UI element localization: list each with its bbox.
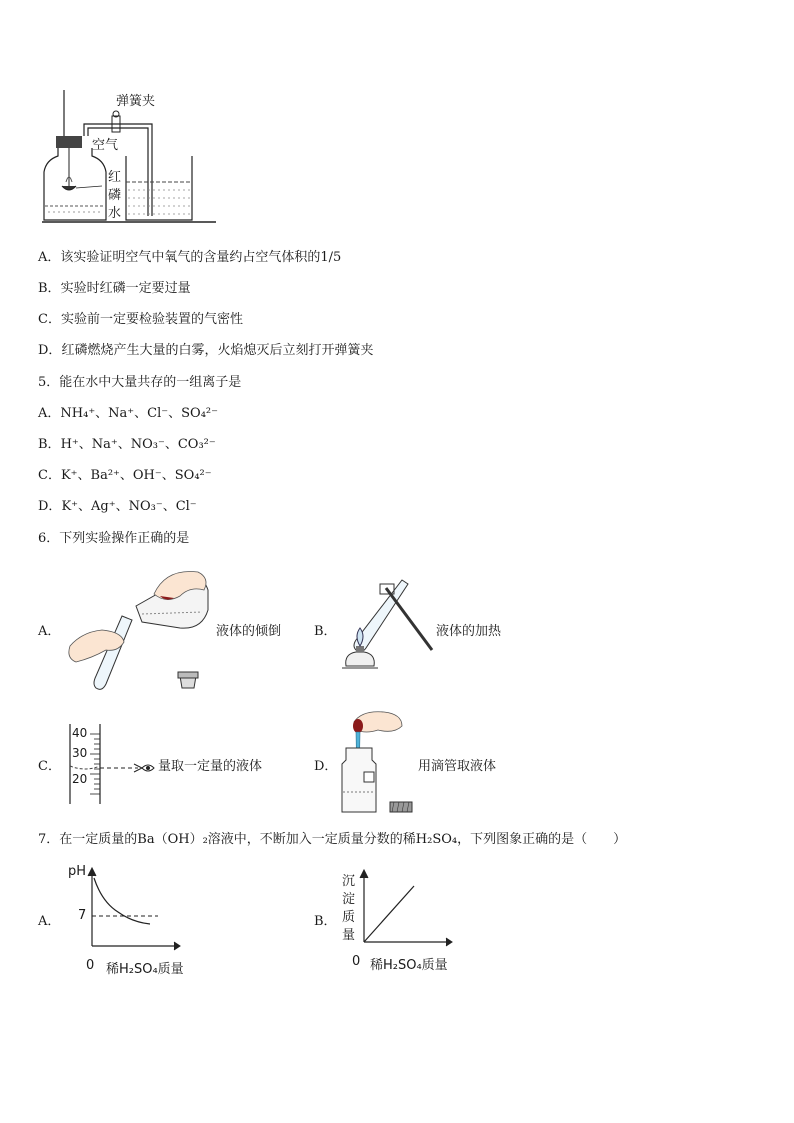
q5-stem: 5．能在水中大量共存的一组离子是 — [38, 375, 242, 390]
q4-option-b — [38, 281, 191, 297]
graph-b-xlabel: 稀H₂SO₄质量 — [370, 958, 448, 973]
option-letter: B． — [38, 281, 61, 296]
q6-stem: 6．下列实验操作正确的是 — [38, 531, 190, 546]
option-letter: C． — [38, 468, 61, 483]
tick-40: 40 — [72, 726, 88, 740]
label-red: 红 — [108, 170, 122, 185]
q7-graph-a — [62, 862, 186, 977]
graph-b-ylabel-1: 沉 — [342, 874, 356, 889]
q7-stem: 7．在一定质量的Ba（OH）₂溶液中，不断加入一定质量分数的稀H₂SO₄，下列图象正确的是（ ） — [38, 832, 627, 847]
q6-a-letter: A． — [38, 624, 61, 639]
graph-a-tick-7: 7 — [78, 908, 87, 923]
graph-b-ylabel-3: 质 — [342, 910, 356, 925]
q5-option-b — [38, 437, 216, 453]
graph-b-origin: 0 — [352, 954, 361, 969]
precipitate-line — [364, 886, 414, 942]
q7-a-letter: A． — [38, 914, 61, 929]
option-text: 该实验证明空气中氧气的含量约占空气体积的1/5 — [60, 250, 342, 265]
option-letter: B． — [38, 437, 61, 452]
q5-option-d — [38, 499, 197, 515]
label-water: 水 — [108, 206, 122, 221]
heating-illustration — [336, 574, 436, 680]
q6-b-caption: 液体的加热 — [436, 624, 502, 639]
x-axis-arrow — [446, 938, 452, 946]
option-letter: C． — [38, 312, 61, 327]
dropper-illustration — [338, 708, 418, 816]
option-text: 红磷燃烧产生大量的白雾，火焰熄灭后立刻打开弹簧夹 — [61, 343, 374, 358]
y-axis-arrow — [88, 868, 96, 876]
graph-a-xlabel: 稀H₂SO₄质量 — [106, 962, 184, 977]
graph-b-ylabel-4: 量 — [342, 928, 356, 943]
q6-a-caption: 液体的倾倒 — [216, 624, 282, 639]
q5-option-c — [38, 468, 212, 484]
option-letter: D． — [38, 499, 62, 514]
x-axis-arrow — [174, 942, 180, 950]
y-axis-arrow — [360, 870, 368, 878]
q4-option-a — [38, 250, 341, 266]
graph-a-ylabel: pH — [68, 864, 87, 879]
option-text: H⁺、Na⁺、NO₃⁻、CO₃²⁻ — [60, 437, 216, 452]
graph-a-origin: 0 — [86, 958, 95, 973]
q6-d-caption: 用滴管取液体 — [418, 759, 497, 774]
option-letter: A． — [38, 406, 61, 421]
tick-20: 20 — [72, 772, 88, 786]
option-text: K⁺、Ag⁺、NO₃⁻、Cl⁻ — [61, 499, 197, 514]
q6-c-caption: 量取一定量的液体 — [158, 759, 263, 774]
tick-30: 30 — [72, 746, 88, 760]
label-phos: 磷 — [108, 188, 122, 203]
option-text: K⁺、Ba²⁺、OH⁻、SO₄²⁻ — [60, 468, 212, 483]
option-letter: D． — [38, 343, 62, 358]
ph-curve — [94, 878, 150, 924]
q5-option-a — [38, 406, 218, 422]
q4-apparatus-figure — [36, 86, 226, 226]
q6-d-letter: D． — [314, 759, 338, 774]
label-clamp: 弹簧夹 — [116, 94, 156, 109]
label-air: 空气 — [92, 138, 119, 153]
option-text: NH₄⁺、Na⁺、Cl⁻、SO₄²⁻ — [60, 406, 218, 421]
pouring-illustration — [62, 566, 212, 696]
q6-c-letter: C． — [38, 759, 61, 774]
option-text: 实验前一定要检验装置的气密性 — [60, 312, 243, 327]
q7-b-letter: B． — [314, 914, 337, 929]
q4-option-c — [38, 312, 243, 328]
q7-graph-b — [338, 860, 458, 974]
graph-b-ylabel-2: 淀 — [342, 892, 356, 907]
q6-b-letter: B． — [314, 624, 337, 639]
option-letter: A． — [38, 250, 61, 265]
option-text: 实验时红磷一定要过量 — [60, 281, 191, 296]
q4-option-d — [38, 343, 373, 359]
cylinder-illustration — [64, 722, 156, 806]
